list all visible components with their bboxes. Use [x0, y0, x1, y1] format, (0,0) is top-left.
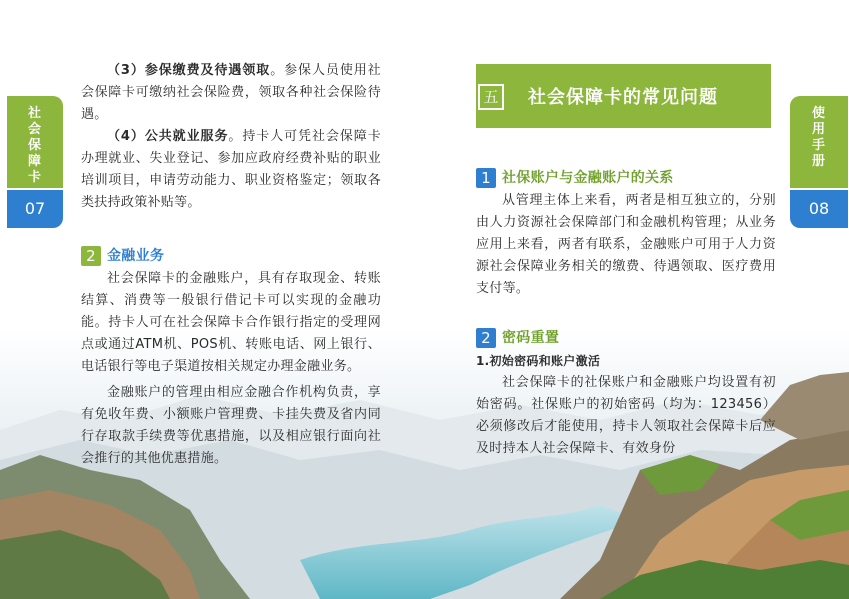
paragraph: 社会保障卡的金融账户，具有存取现金、转账结算、消费等一般银行借记卡可以实现的金融功能。持卡人可在社会保障卡合作银行指定的受理网点或通过ATM机、POS机、转账电话、网上银行、电话银行等电子渠道按相关规定办理金融业务。	[81, 271, 381, 374]
side-char: 会	[27, 122, 42, 137]
chapter-banner	[476, 64, 771, 128]
side-char: 卡	[27, 170, 42, 185]
chapter-number: 五	[478, 84, 504, 110]
right-page-number-tab	[790, 190, 848, 228]
paragraph	[81, 60, 381, 126]
paragraph: 金融账户的管理由相应金融合作机构负责，享有免收年费、小额账户管理费、卡挂失费及省内同行存取款手续费等优惠措施，以及相应银行面向社会推行的其他优惠措施。	[81, 385, 381, 466]
side-char: 社	[27, 106, 42, 121]
side-char: 册	[811, 154, 826, 169]
side-char: 使	[811, 106, 826, 121]
paragraph: 社会保障卡的社保账户和金融账户均设置有初始密码。社保账户的初始密码（均为：123456）必须修改后才能使用，持卡人领取社会保障卡后应及时持本人社会保障卡、有效身份	[476, 375, 776, 456]
section-title: 金融业务	[107, 248, 165, 264]
page-number: 07	[24, 199, 46, 218]
section-title: 社保账户与金融账户的关系	[502, 170, 674, 186]
paragraph-text: 。参保人员使用社会保障卡可缴纳社会保险费，领取各种社会保险待遇。	[81, 63, 381, 122]
paragraph-lead: （3）参保缴费及待遇领取	[107, 63, 271, 78]
paragraph-text: 。持卡人可凭社会保障卡办理就业、失业登记、参加应政府经费补贴的职业培训项目，申请劳动能力、职业资格鉴定；领取各类扶持政策补贴等。	[81, 129, 381, 210]
subsection-title: 1.初始密码和账户激活	[476, 354, 601, 368]
section-number-badge: 2	[476, 328, 496, 348]
side-char: 用	[811, 122, 826, 137]
side-char: 手	[811, 138, 826, 153]
left-side-tab-label	[7, 96, 63, 188]
section-heading	[476, 326, 776, 350]
left-page-number-tab	[7, 190, 63, 228]
section-number-badge: 1	[476, 168, 496, 188]
section-heading	[476, 166, 776, 190]
left-page-content	[81, 60, 381, 470]
right-page-content	[476, 160, 776, 460]
paragraph	[81, 126, 381, 214]
side-char: 障	[27, 154, 42, 169]
side-char: 保	[27, 138, 42, 153]
paragraph: 从管理主体上来看，两者是相互独立的，分别由人力资源社会保障部门和金融机构管理；从业务应用上来看，两者有联系，金融账户可用于人力资源社会保障业务相关的缴费、待遇领取、医疗费用支付等。	[476, 193, 776, 296]
right-side-tab-label	[790, 96, 848, 188]
paragraph-lead: （4）公共就业服务	[107, 129, 229, 144]
chapter-title: 社会保障卡的常见问题	[528, 87, 718, 108]
section-title: 密码重置	[502, 330, 560, 346]
section-heading	[81, 244, 381, 268]
section-number-badge: 2	[81, 246, 101, 266]
page-number: 08	[808, 199, 830, 218]
